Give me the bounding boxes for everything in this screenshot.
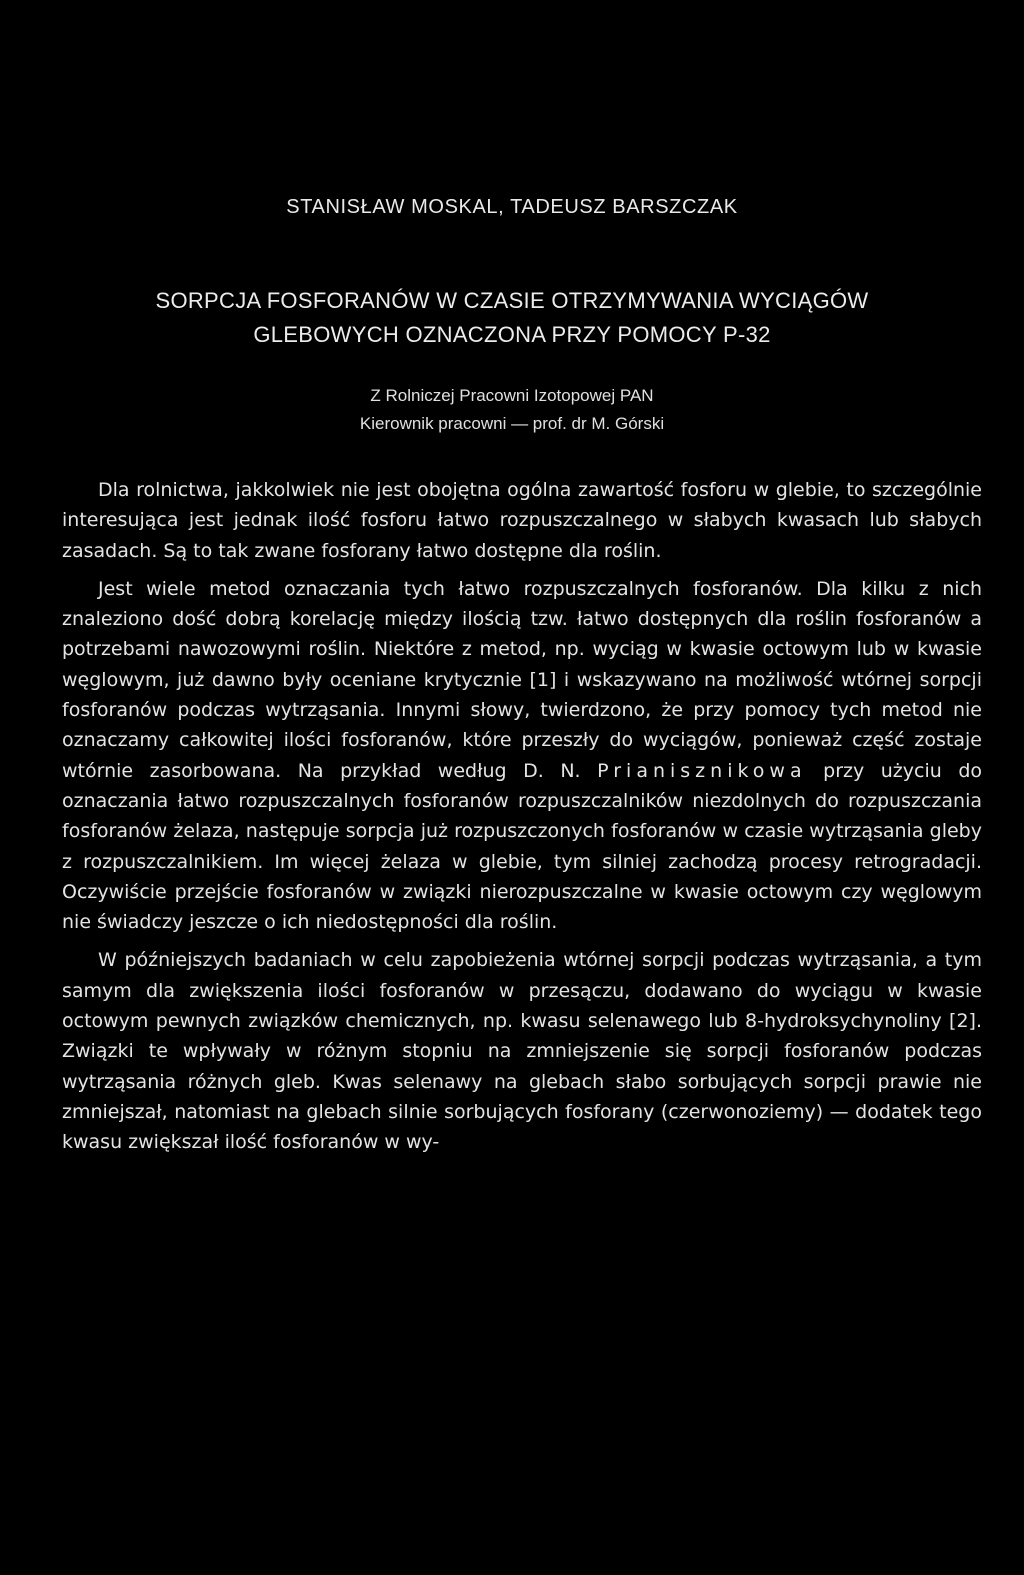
- title-line-2: GLEBOWYCH OZNACZONA PRZY POMOCY P-32: [253, 322, 771, 347]
- paragraph-1: Dla rolnictwa, jakkolwiek nie jest obojętna ogólna zawartość fosforu w glebie, to szczególnie interesująca jest jednak ilość fosforu łatwo rozpuszczalnego w słabych kwasach lub słabych zasadach. Są to tak zwane fosforany łatwo dostępne dla roślin.: [62, 479, 982, 562]
- author-name-spaced: Prianisznikowa: [597, 759, 807, 782]
- authors: STANISŁAW MOSKAL, TADEUSZ BARSZCZAK: [286, 196, 738, 218]
- paragraph-2-text-a: Jest wiele metod oznaczania tych łatwo rozpuszczalnych fosforanów. Dla kilku z nich znaleziono dość dobrą korelację między ilością tzw. łatwo dostępnych dla roślin fosforanów a potrzebami nawozowymi roślin. Niektóre z metod, np. wyciąg w kwasie octowym lub w kwasie węglowym, już dawno były oceniane krytycznie [1] i wskazywano na możliwość wtórnej sorpcji fosforanów podczas wytrząsania. Innymi słowy, twierdzono, że przy pomocy tych metod nie oznaczamy całkowitej ilości fosforanów, które przeszły do wyciągów, ponieważ część zostaje wtórnie zasorbowana. Na przykład według D. N.: [62, 577, 982, 782]
- article-body: [62, 475, 982, 1166]
- paragraph-2: [62, 574, 982, 938]
- affiliation: [0, 382, 1024, 438]
- article-title: [40, 284, 984, 352]
- affiliation-line-2: Kierownik pracowni — prof. dr M. Górski: [359, 414, 665, 433]
- paragraph-3: W późniejszych badaniach w celu zapobieżenia wtórnej sorpcji podczas wytrząsania, a tym samym dla zwiększenia ilości fosforanów w przesączu, dodawano do wyciągu w kwasie octowym pewnych związków chemicznych, np. kwasu selenawego lub 8-hydroksychynoliny [2]. Związki te wpływały w różnym stopniu na zmniejszenie się sorpcji fosforanów podczas wytrząsania różnych gleb. Kwas selenawy na glebach słabo sorbujących sorpcji prawie nie zmniejszał, natomiast na glebach silnie sorbujących fosforany (czerwonoziemy) — dodatek tego kwasu zwiększał ilość fosforanów w wy-: [62, 949, 982, 1154]
- paragraph-2-text-b: przy użyciu do oznaczania łatwo rozpuszczalnych fosforanów rozpuszczalników niezdolnych do rozpuszczania fosforanów żelaza, następuje sorpcja już rozpuszczonych fosforanów w czasie wytrząsania gleby z rozpuszczalnikiem. Im więcej żelaza w glebie, tym silniej zachodzą procesy retrogradacji. Oczywiście przejście fosforanów w związki nierozpuszczalne w kwasie octowym czy węglowym nie świadczy jeszcze o ich niedostępności dla roślin.: [62, 759, 983, 934]
- affiliation-line-1: Z Rolniczej Pracowni Izotopowej PAN: [370, 386, 654, 405]
- title-line-1: SORPCJA FOSFORANÓW W CZASIE OTRZYMYWANIA WYCIĄGÓW: [155, 288, 869, 313]
